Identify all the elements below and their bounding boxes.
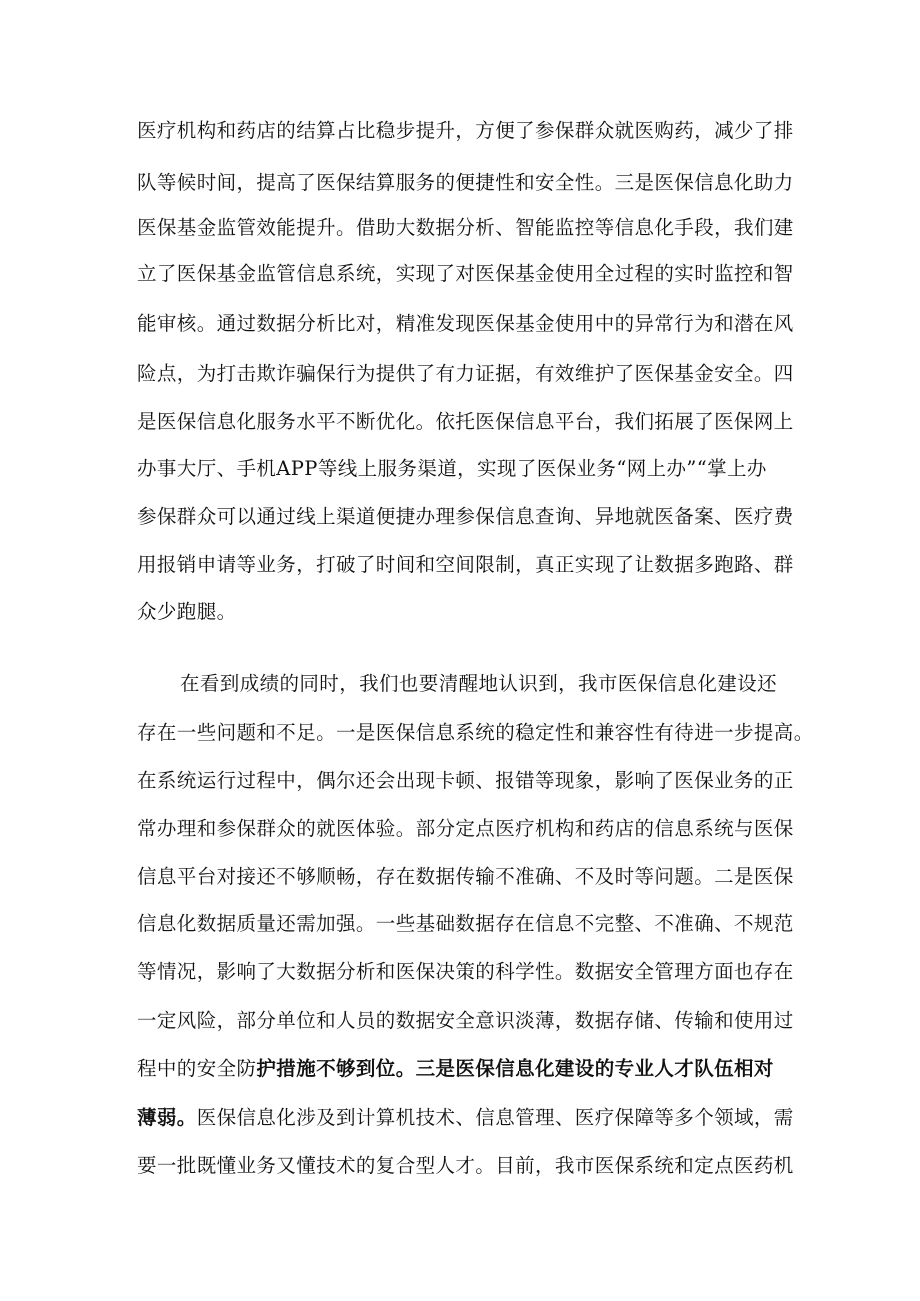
text-line: 是医保信息化服务水平不断优化。依托医保信息平台，我们拓展了医保网上 bbox=[137, 410, 794, 433]
text-line: 用报销申请等业务，打破了时间和空间限制，真正实现了让数据多跑路、群 bbox=[137, 553, 794, 576]
text-line: 常办理和参保群众的就医体验。部分定点医疗机构和药店的信息系统与医保 bbox=[137, 817, 794, 840]
text-line: 队等候时间，提高了医保结算服务的便捷性和安全性。三是医保信息化助力 bbox=[137, 171, 794, 194]
text-line: 在看到成绩的同时，我们也要清醒地认识到，我市医保信息化建设还 bbox=[180, 672, 778, 695]
text-line-mixed bbox=[137, 1057, 797, 1081]
text-normal: 程中的安全防 bbox=[137, 1057, 257, 1080]
text-line: 险点，为打击欺诈骗保行为提供了有力证据，有效维护了医保基金安全。四 bbox=[137, 362, 794, 385]
text-line: 能审核。通过数据分析比对，精准发现医保基金使用中的异常行为和潜在风 bbox=[137, 312, 794, 335]
text-line: 信息平台对接还不够顺畅，存在数据传输不准确、不及时等问题。二是医保 bbox=[137, 865, 794, 888]
text-line: 立了医保基金监管信息系统，实现了对医保基金使用全过程的实时监控和智 bbox=[137, 262, 794, 285]
text-bold: 护措施不够到位。三是医保信息化建设的专业人才队伍相对 bbox=[256, 1057, 774, 1080]
text-line-mixed bbox=[137, 1106, 797, 1130]
text-line: 参保群众可以通过线上渠道便捷办理参保信息查询、异地就医备案、医疗费 bbox=[137, 505, 794, 528]
text-line: 要一批既懂业务又懂技术的复合型人才。目前，我市医保系统和定点医药机 bbox=[137, 1154, 794, 1177]
text-line: 一定风险，部分单位和人员的数据安全意识淡薄，数据存储、传输和使用过 bbox=[137, 1009, 794, 1032]
text-line: 存在一些问题和不足。一是医保信息系统的稳定性和兼容性有待进一步提高。 bbox=[137, 721, 814, 744]
text-line: 等情况，影响了大数据分析和医保决策的科学性。数据安全管理方面也存在 bbox=[137, 960, 794, 983]
text-line: 在系统运行过程中，偶尔还会出现卡顿、报错等现象，影响了医保业务的正 bbox=[137, 769, 794, 792]
text-line: 信息化数据质量还需加强。一些基础数据存在信息不完整、不准确、不规范 bbox=[137, 912, 794, 935]
text-line: 医疗机构和药店的结算占比稳步提升，方便了参保群众就医购药，减少了排 bbox=[137, 119, 794, 142]
text-line: 办事大厅、手机APP等线上服务渠道，实现了医保业务“网上办”“掌上办 bbox=[137, 457, 767, 480]
text-line: 众少跑腿。 bbox=[137, 600, 237, 623]
text-bold: 薄弱。 bbox=[137, 1106, 197, 1129]
text-line: 医保基金监管效能提升。借助大数据分析、智能监控等信息化手段，我们建 bbox=[137, 216, 794, 239]
text-normal: 医保信息化涉及到计算机技术、信息管理、医疗保障等多个领域，需 bbox=[196, 1106, 794, 1129]
